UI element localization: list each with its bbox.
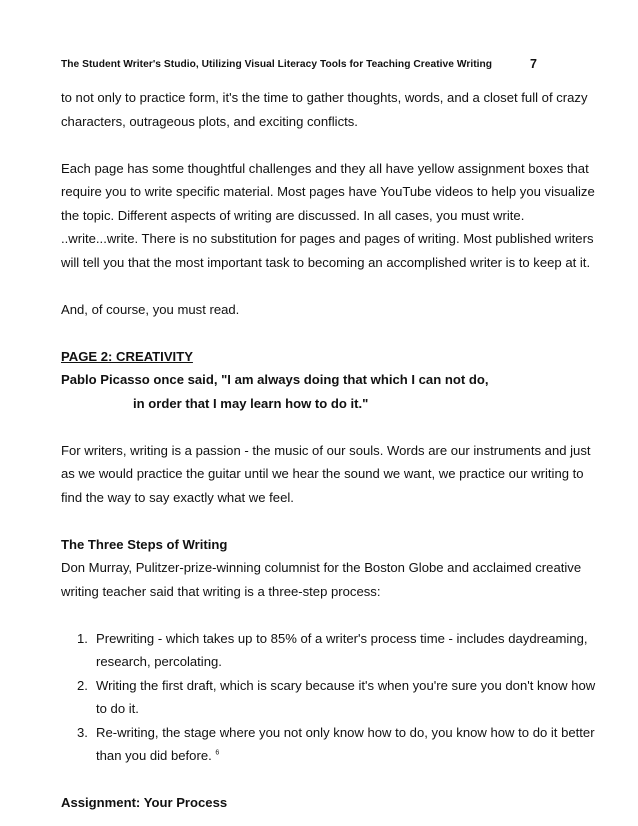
subheading-three-steps: The Three Steps of Writing [61,536,228,552]
page-body [61,86,596,815]
paragraph-don-murray [61,556,581,603]
text-line: will tell you that the most important task to becoming an accomplished writer is to keep at it. [61,254,591,270]
section-heading: PAGE 2: CREATIVITY [61,348,193,364]
page-number: 7 [530,57,538,71]
steps-list [61,627,596,768]
header-title: The Student Writer's Studio, Utilizing Visual Literacy Tools for Teaching Creative Writing [61,59,493,70]
list-number: 3. [77,724,88,740]
text-line: For writers, writing is a passion - the music of our souls. Words are our instruments and just [61,442,591,458]
list-item-line: to do it. [96,701,139,716]
list-number: 2. [77,677,88,693]
list-item-line: Prewriting - which takes up to 85% of a writer's process time - includes daydreaming, [96,630,588,646]
running-header [61,59,551,70]
text-line: as we would practice the guitar until we hear the sound we want, we practice our writing to [61,466,584,481]
paragraph-intro-continued [61,86,588,133]
list-item-line [96,744,581,768]
assignment-heading: Assignment: Your Process [61,795,228,810]
text-line: find the way to say exactly what we feel. [61,489,294,505]
quote-line: Pablo Picasso once said, "I am always doing that which I can not do, [61,372,489,387]
text-line: to not only to practice form, it's the time to gather thoughts, words, and a closet full of crazy [61,90,588,105]
picasso-quote [61,368,581,415]
list-item-text: than you did before. [96,748,212,763]
list-item [61,627,588,674]
list-item [61,721,595,768]
list-item-line: Writing the first draft, which is scary because it's when you're sure you don't know how [96,677,596,693]
text-line: writing teacher said that writing is a three-step process: [61,583,381,599]
footnote-marker[interactable]: 6 [215,749,220,757]
paragraph-passion [61,439,591,510]
text-line: ..write...write. There is no substitution for pages and pages of writing. Most published writers [61,231,594,246]
quote-line: in order that I may learn how to do it." [133,395,369,411]
list-item [61,674,596,721]
text-line: require you to write specific material. Most pages have YouTube videos to help you visualize [61,184,595,199]
text-line: characters, outrageous plots, and exciting conflicts. [61,113,358,129]
list-item-line: research, percolating. [96,654,222,669]
paragraph-assignment-boxes [61,157,595,275]
text-line: Don Murray, Pulitzer-prize-winning columnist for the Boston Globe and acclaimed creative [61,560,582,575]
list-item-line: Re-writing, the stage where you not only know how to do, you know how to do it better [96,724,595,740]
paragraph-must-read: And, of course, you must read. [61,301,240,317]
list-number: 1. [77,630,88,646]
text-line: Each page has some thoughtful challenges and they all have yellow assignment boxes that [61,160,589,176]
text-line: the topic. Different aspects of writing are discussed. In all cases, you must write. [61,207,525,223]
